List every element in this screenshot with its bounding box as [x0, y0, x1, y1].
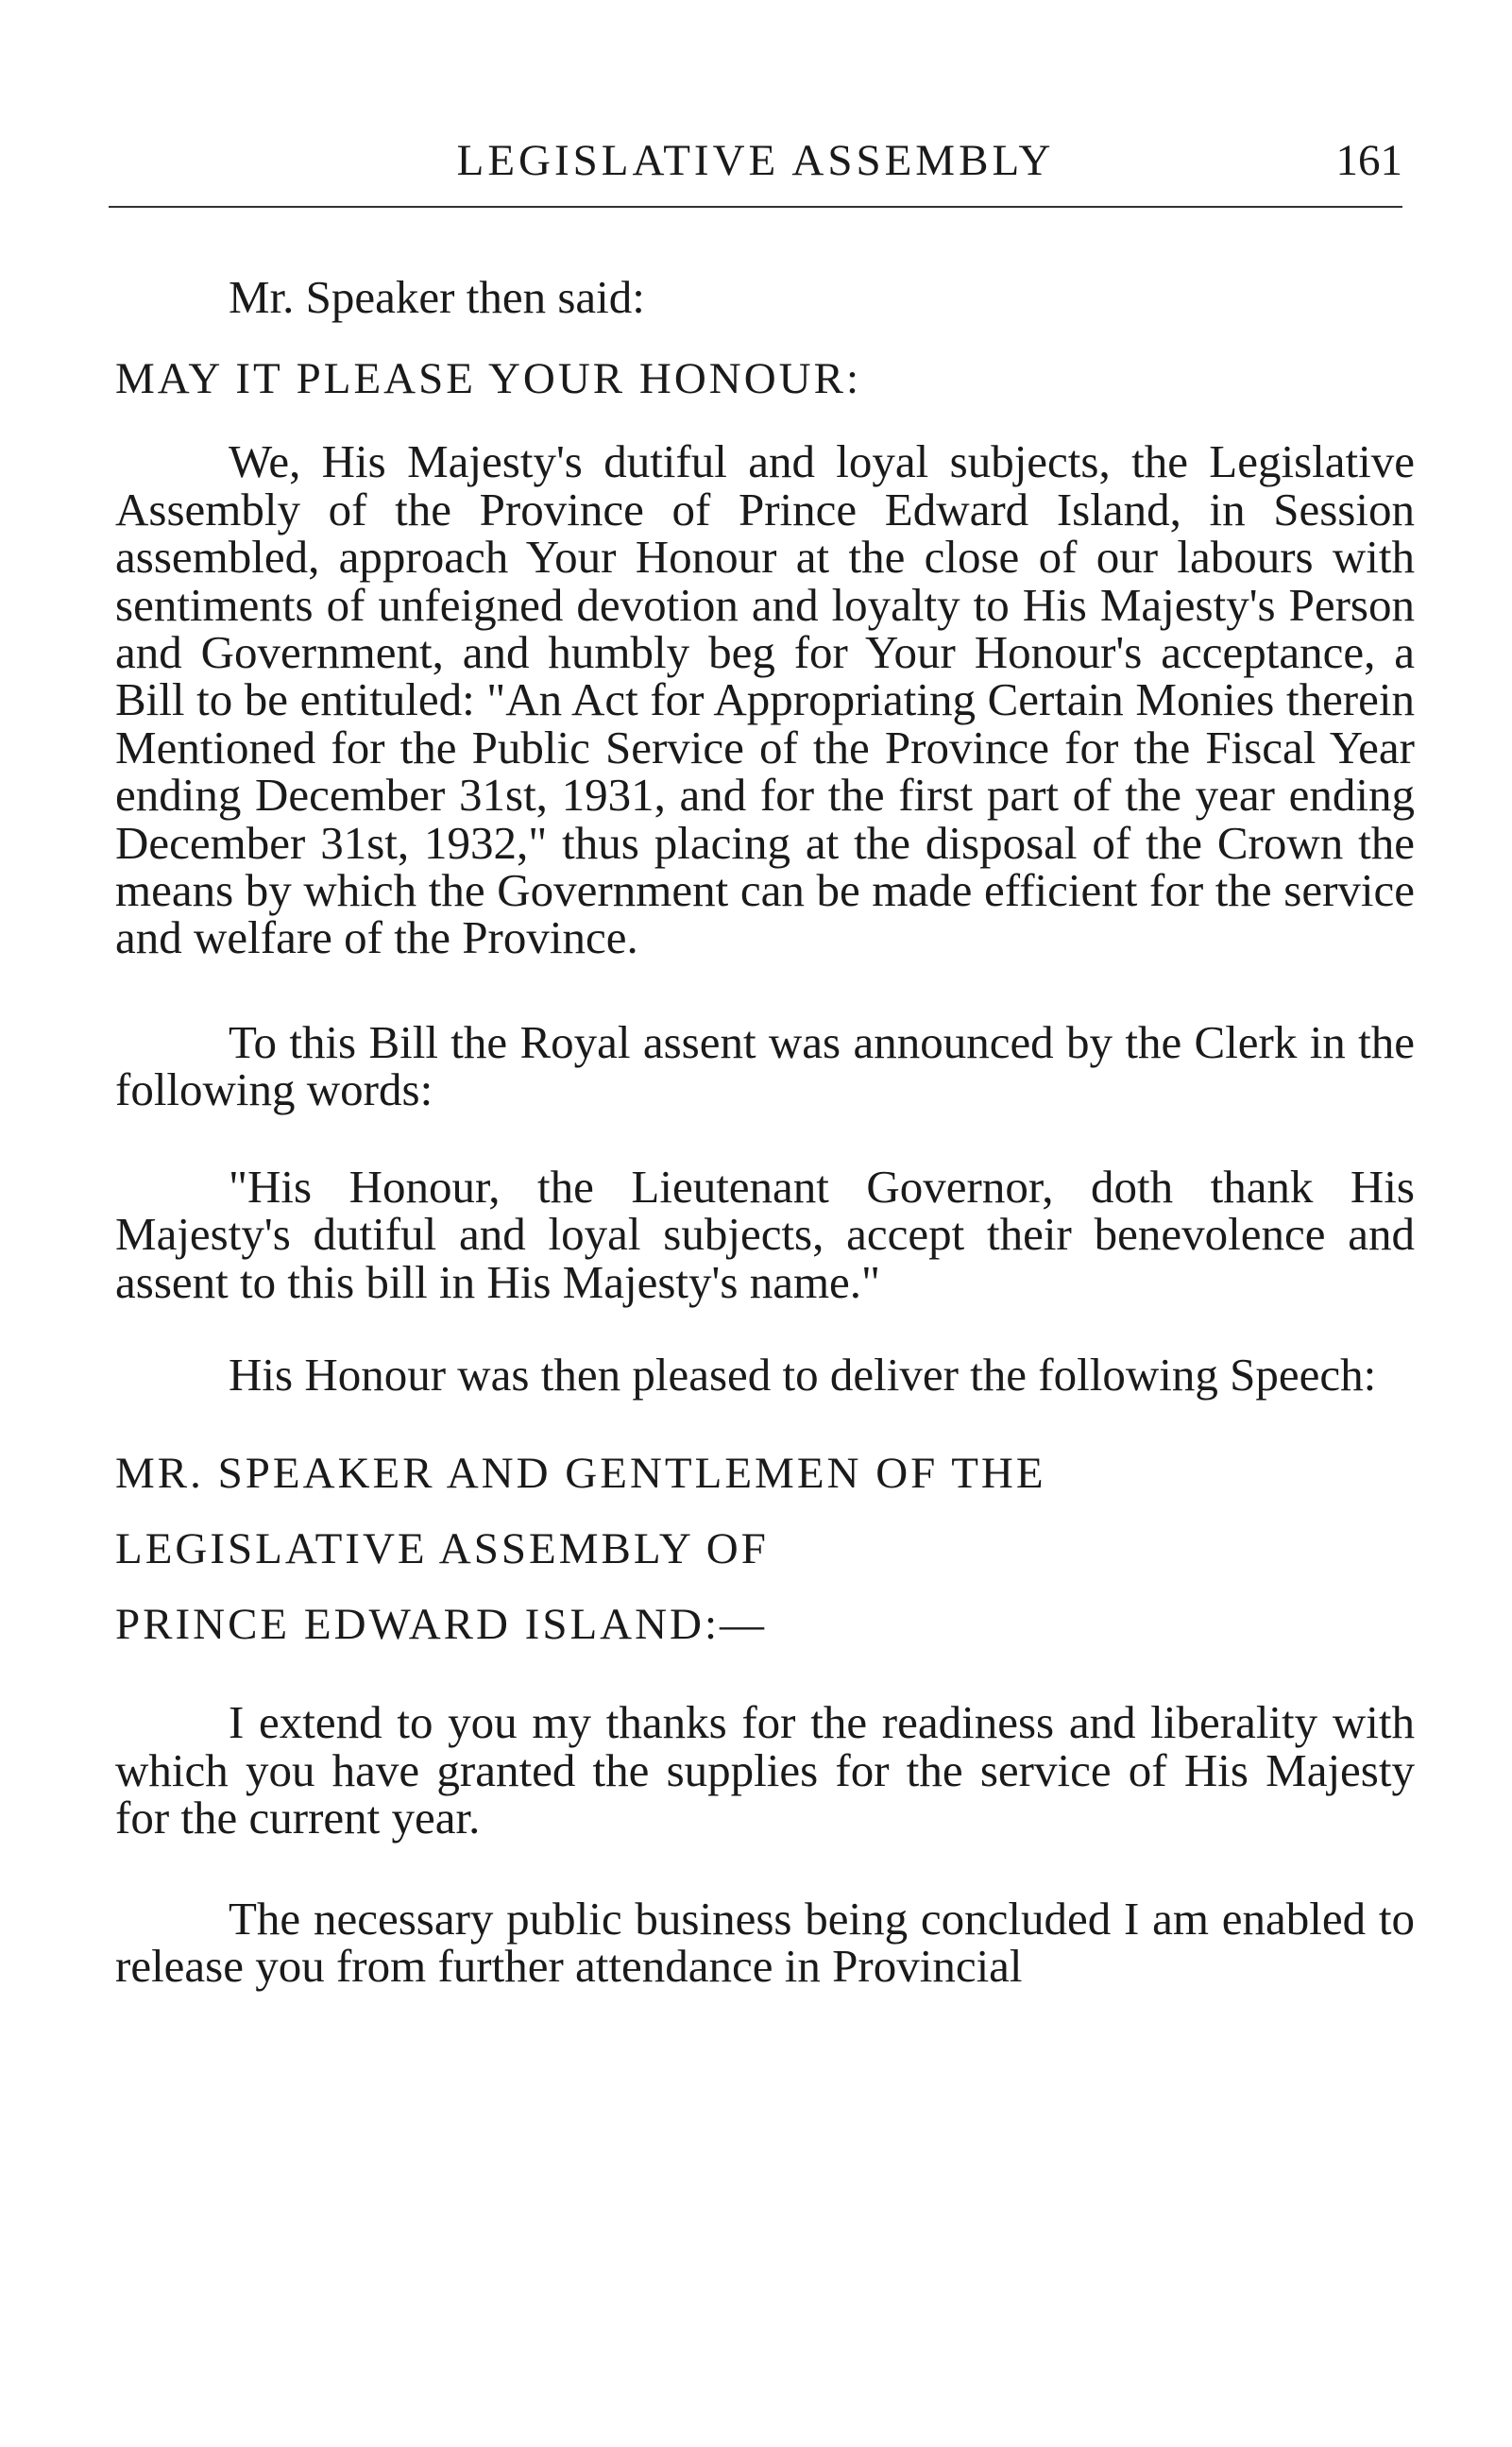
running-title: LEGISLATIVE ASSEMBLY	[456, 136, 1055, 185]
royal-assent-paragraph: To this Bill the Royal assent was announced by the Clerk in the following words:	[115, 1015, 1415, 1116]
speech-heading-line-3: PRINCE EDWARD ISLAND:—	[115, 1600, 768, 1650]
address-paragraph: We, His Majesty's dutiful and loyal subjects, the Legislative Assembly of the Province of Prince Edward Island, in Session assembled, approach Your Honour at the close of our labours with sentiments of unfeigned devotion and loyalty to His Majesty's Person and Government, and humbly beg for Your Honour's acceptance, a Bill to be entituled: "An Act for Appropriating Certain Monies therein Mentioned for the Public Service of the Province for the Fiscal Year ending December 31st, 1931, and for the first part of the year ending December 31st, 1932," thus placing at the disposal of the Crown the means by which the Government can be made efficient for the service and welfare of the Province.	[115, 435, 1415, 964]
quoted-assent-paragraph: "His Honour, the Lieutenant Governor, doth thank His Majesty's dutiful and loyal subjects, accept their benevolence and assent to this bill in His Majesty's name."	[115, 1160, 1415, 1308]
address-heading: MAY IT PLEASE YOUR HONOUR:	[115, 354, 862, 404]
page-number: 161	[1335, 136, 1402, 185]
thanks-paragraph: I extend to you my thanks for the readiness and liberality with which you have granted the supplies for the service of His Majesty for the current year.	[115, 1696, 1415, 1844]
speaker-intro-paragraph: Mr. Speaker then said:	[229, 271, 645, 323]
closing-paragraph: The necessary public business being concluded I am enabled to release you from further attendance in Provincial	[115, 1892, 1415, 1992]
speech-heading-line-2: LEGISLATIVE ASSEMBLY OF	[115, 1524, 769, 1574]
speech-intro-paragraph: His Honour was then pleased to deliver the following Speech:	[229, 1348, 1377, 1401]
header-rule	[109, 206, 1402, 208]
body-text	[115, 271, 1415, 1992]
running-head	[109, 134, 1402, 200]
speech-heading-line-1: MR. SPEAKER AND GENTLEMEN OF THE	[115, 1449, 1046, 1499]
